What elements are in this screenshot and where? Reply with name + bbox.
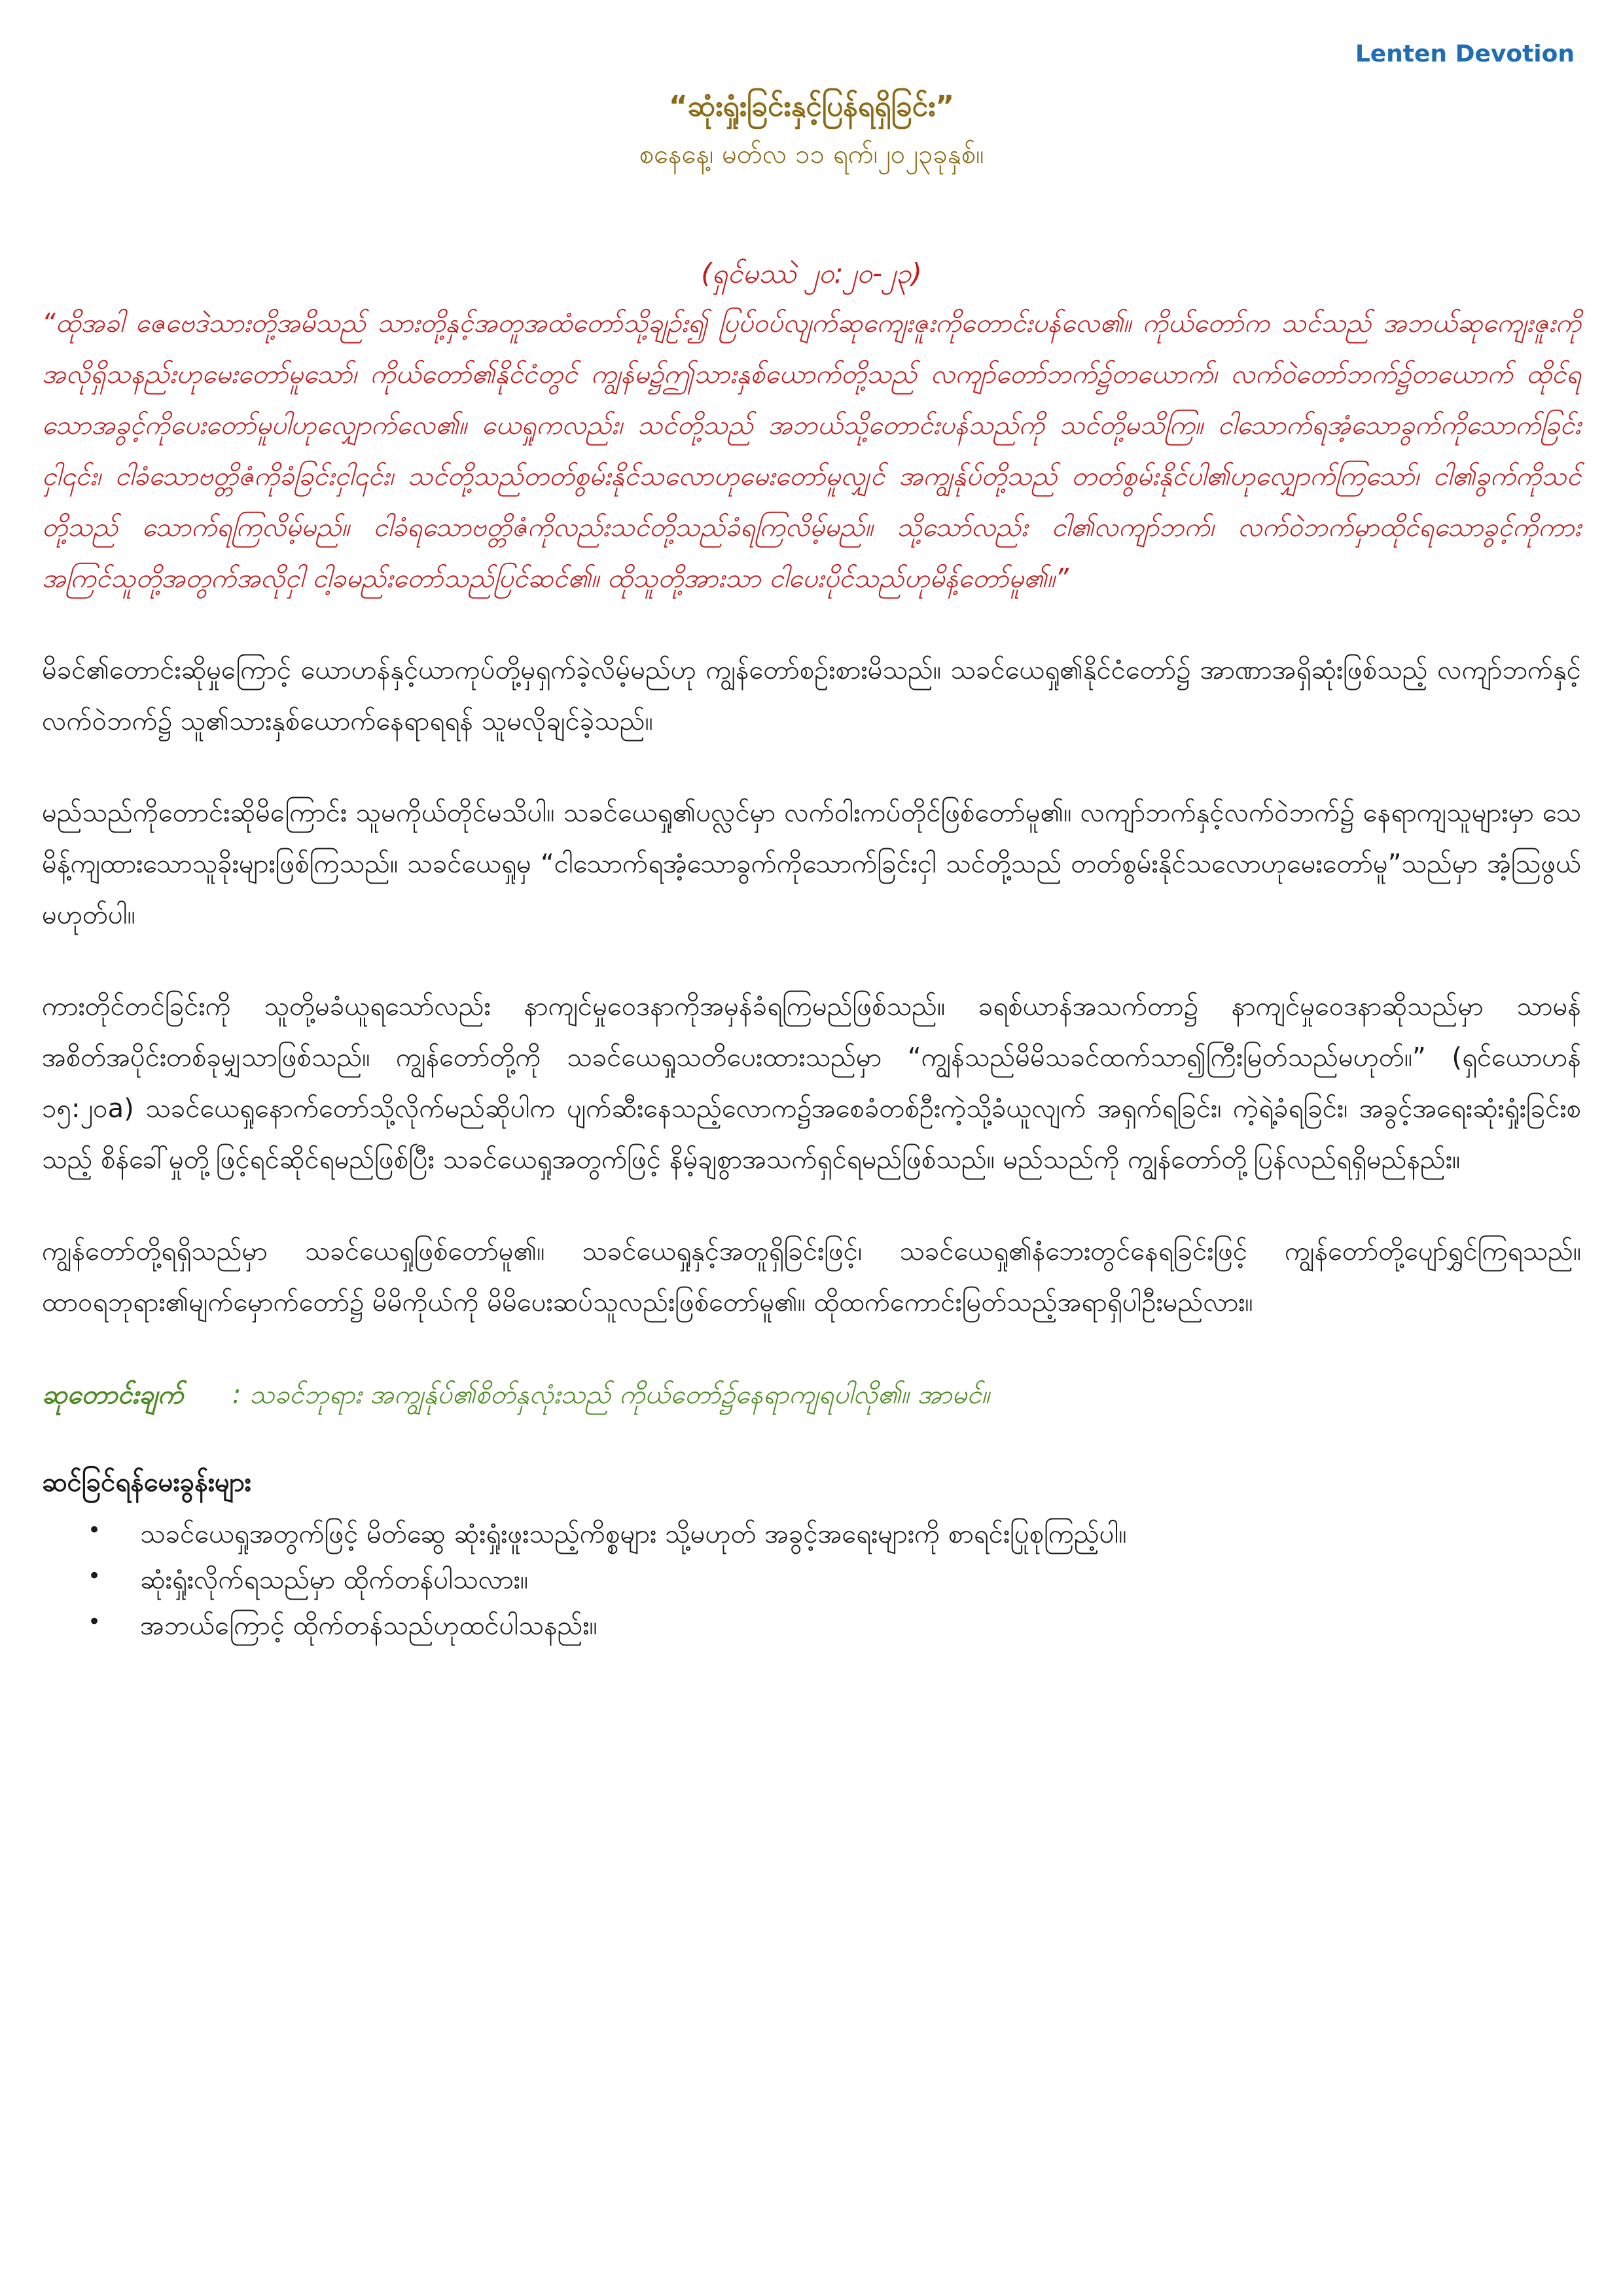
scripture-reference: (ရှင်မဿဲ ၂၀:၂၀-၂၃)	[701, 257, 922, 289]
reflection-heading: ဆင်ခြင်ရန်မေးခွန်းများ	[42, 1467, 251, 1498]
scripture-text: “ထိုအခါ ဇေဗေဒဲသားတို့အမိသည် သားတို့နှင့်အတူအထံတော်သို့ချဉ်း၍ ပြပ်ဝပ်လျက်ဆုကျေးဇူးကိုတောင်းပန်လေ၏။ ကိုယ်တော်က သင်သည် အဘယ်ဆုကျေးဇူးကိုအလိုရှိသနည်းဟုမေးတော်မူသော်၊ ကိုယ်တော်၏နိုင်ငံတွင် ကျွန်မ၌ဤသားနှစ်ယောက်တို့သည် လကျာ်တော်ဘက်၌တယောက်၊ လက်ဝဲတော်ဘက်၌တယောက် ထိုင်ရသောအခွင့်ကိုပေးတော်မူပါဟုလျှောက်လေ၏။ ယေရှုကလည်း၊ သင်တို့သည် အဘယ်သို့တောင်းပန်သည်ကို သင်တို့မသိကြ။ ငါသောက်ရအံ့သောခွက်ကိုသောက်ခြင်းငှါ၎င်း၊ ငါခံသောဗတ္တိဇံကိုခံခြင်းငှါ၎င်း၊ သင်တို့သည်တတ်စွမ်းနိုင်သလောဟုမေးတော်မူလျှင် အကျွန်ုပ်တို့သည် တတ်စွမ်းနိုင်ပါ၏ဟုလျှောက်ကြသော်၊ ငါ၏ခွက်ကိုသင်တို့သည် သောက်ရကြလိမ့်မည်။ ငါခံရသောဗတ္တိဇံကိုလည်းသင်တို့သည်ခံရကြလိမ့်မည်။ သို့သော်လည်း ငါ၏လကျာ်ဘက်၊ လက်ဝဲဘက်မှာထိုင်ရသောခွင့်ကိုကားအကြင်သူတို့အတွက်အလိုငှါ ငါ့ခမည်းတော်သည်ပြင်ဆင်၏။ ထိုသူတို့အားသာ ငါပေးပိုင်သည်ဟုမိန့်တော်မူ၏။”	[42, 308, 1581, 594]
prayer-text: : သခင်ဘုရား အကျွန်ုပ်၏စိတ်နှလုံးသည် ကိုယ်တော်၌နေရာကျရပါလို၏။ အာမင်။	[232, 1380, 990, 1410]
devotion-content	[42, 85, 1581, 1649]
reflection-question: အဘယ်ကြောင့် ထိုက်တန်သည်ဟုထင်ပါသနည်း။	[140, 1611, 597, 1641]
reflection-list	[42, 1511, 1581, 1649]
body-paragraph: မည်သည်ကိုတောင်းဆိုမိကြောင်း သူမကိုယ်တိုင်မသိပါ။ သခင်ယေရှု၏ပလ္လင်မှာ လက်ဝါးကပ်တိုင်ဖြစ်တော်မူ၏။ လကျာ်ဘက်နှင့်လက်ဝဲဘက်၌ နေရာကျသူများမှာ သေမိန့်ကျထားသောသူခိုးများဖြစ်ကြသည်။ သခင်ယေရှုမှ “ငါသောက်ရအံ့သောခွက်ကိုသောက်ခြင်းငှါ သင်တို့သည် တတ်စွမ်းနိုင်သလောဟုမေးတော်မူ”သည်မှာ အံ့သြဖွယ်မဟုတ်ပါ။	[42, 798, 1581, 930]
devotion-date: စနေနေ့၊ မတ်လ ၁၁ ရက်၊၂၀၂၃ခုနှစ်။	[639, 139, 984, 170]
body-paragraph: ကားတိုင်တင်ခြင်းကို သူတို့မခံယူရသော်လည်း နာကျင်မှုဝေဒနာကိုအမှန်ခံရကြမည်ဖြစ်သည်။ ခရစ်ယာန်အသက်တာ၌ နာကျင်မှုဝေဒနာဆိုသည်မှာ သာမန်အစိတ်အပိုင်းတစ်ခုမျှသာဖြစ်သည်။ ကျွန်တော်တို့ကို သခင်ယေရှုသတိပေးထားသည်မှာ “ကျွန်သည်မိမိသခင်ထက်သာ၍ကြီးမြတ်သည်မဟုတ်။” (ရှင်ယောဟန် ၁၅:၂၀a) သခင်ယေရှုနောက်တော်သို့လိုက်မည်ဆိုပါက ပျက်ဆီးနေသည့်လောက၌အစေခံတစ်ဦးကဲ့သို့ခံယူလျက် အရှက်ရခြင်း၊ ကဲ့ရဲ့ခံရခြင်း၊ အခွင့်အရေးဆုံးရှုံးခြင်းစသည့် စိန်ခေါ်မှုတို့ဖြင့်ရင်ဆိုင်ရမည်ဖြစ်ပြီး သခင်ယေရှုအတွက်ဖြင့် နိမ့်ချစွာအသက်ရှင်ရမည်ဖြစ်သည်။ မည်သည်ကို ကျွန်တော်တို့ပြန်လည်ရရှိမည်နည်း။	[42, 992, 1581, 1175]
bullet-icon: •	[88, 1609, 101, 1635]
body-paragraph: ကျွန်တော်တို့ရရှိသည်မှာ သခင်ယေရှုဖြစ်တော်မူ၏။ သခင်ယေရှုနှင့်အတူရှိခြင်းဖြင့်၊ သခင်ယေရှု၏နံဘေးတွင်နေရခြင်းဖြင့် ကျွန်တော်တို့ပျော်ရွှင်ကြရသည်။ ထာဝရဘုရား၏မျက်မှောက်တော်၌ မိမိကိုယ်ကို မိမိပေးဆပ်သူလည်းဖြစ်တော်မူ၏။ ထိုထက်ကောင်းမြတ်သည့်အရာရှိပါဦးမည်လား။	[42, 1236, 1581, 1318]
body-paragraph: မိခင်၏တောင်းဆိုမှုကြောင့် ယောဟန်နှင့်ယာကုပ်တို့မှရှက်ခဲ့လိမ့်မည်ဟု ကျွန်တော်စဉ်းစားမိသည်။ သခင်ယေရှု၏နိုင်ငံတော်၌ အာဏာအရှိဆုံးဖြစ်သည့် လကျာ်ဘက်နှင့်လက်ဝဲဘက်၌ သူ၏သားနှစ်ယောက်နေရာရရန် သူမလိုချင်ခဲ့သည်။	[42, 655, 1581, 736]
reflection-question: ဆုံးရှုံးလိုက်ရသည်မှာ ထိုက်တန်ပါသလား။	[140, 1565, 528, 1595]
reflection-question: သခင်ယေရှုအတွက်ဖြင့် မိတ်ဆွေ ဆုံးရှုံးဖူးသည့်ကိစ္စများ သို့မဟုတ် အခွင့်အရေးများကို စာရင်းပြုစုကြည့်ပါ။	[140, 1519, 1127, 1549]
bullet-icon: •	[88, 1517, 101, 1543]
list-item	[88, 1511, 1581, 1557]
prayer-line	[42, 1374, 1581, 1416]
list-item	[88, 1557, 1581, 1603]
devotion-title: “ဆုံးရှုံးခြင်းနှင့်ပြန်ရရှိခြင်း”	[668, 90, 955, 123]
list-item	[88, 1603, 1581, 1649]
bullet-icon: •	[88, 1563, 101, 1589]
prayer-label: ဆုတောင်းချက်	[42, 1380, 184, 1410]
page-header-label: Lenten Devotion	[1355, 41, 1575, 67]
